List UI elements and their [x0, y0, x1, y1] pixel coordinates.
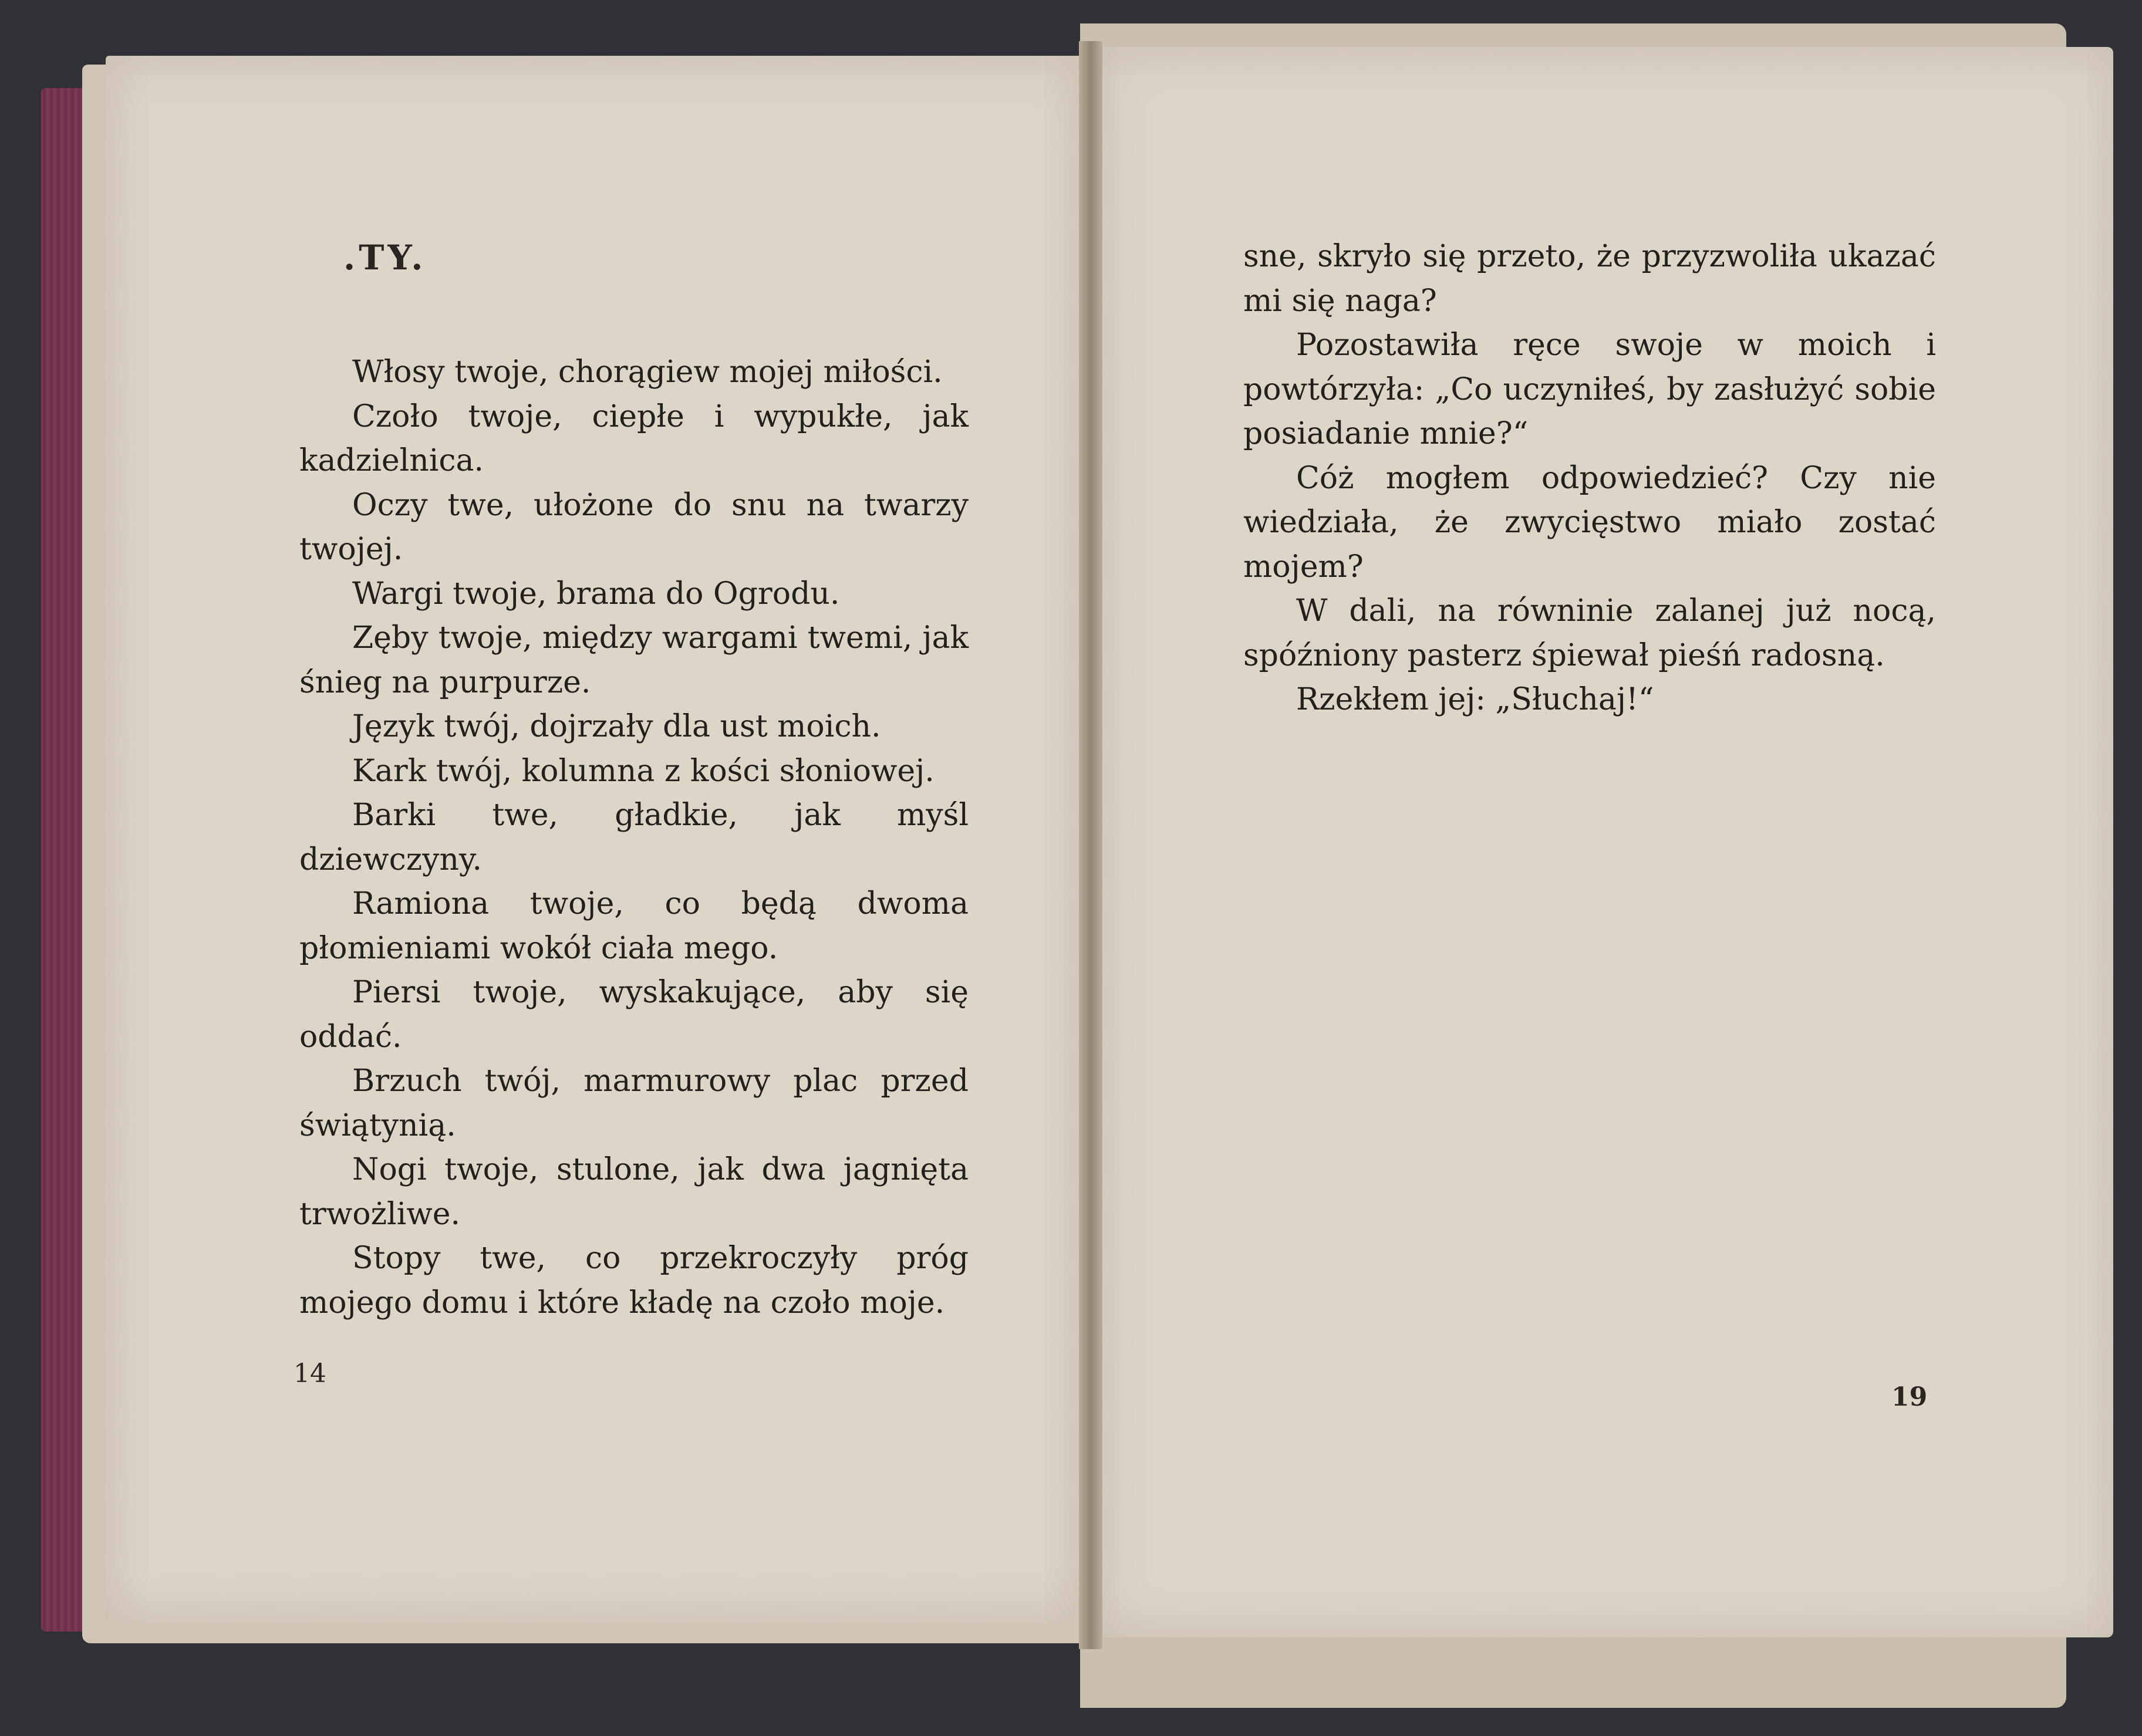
- right-paragraph: Pozostawiła ręce swoje w moich i powtórzyła: „Co uczyniłeś, by zasłużyć sobie posiadanie mnie?“: [1243, 327, 1936, 451]
- left-paragraph: Piersi twoje, wyskakujące, aby się oddać.: [299, 975, 969, 1055]
- right-paragraph: W dali, na równinie zalanej już nocą, spóźniony pasterz śpiewał pieśń radosną.: [1243, 593, 1936, 673]
- right-paragraph: sne, skryło się przeto, że przyzwoliła ukazać mi się naga?: [1243, 239, 1936, 319]
- right-paragraph: Cóż mogłem odpowiedzieć? Czy nie wiedziała, że zwycięstwo miało zostać mojem?: [1243, 460, 1936, 585]
- left-paragraph: Zęby twoje, między wargami twemi, jak śnieg na purpurze.: [299, 620, 969, 700]
- left-paragraph: Barki twe, gładkie, jak myśl dziewczyny.: [299, 798, 969, 877]
- chapter-title: .TY.: [343, 238, 427, 278]
- left-paragraph: Ramiona twoje, co będą dwoma płomieniami wokół ciała mego.: [299, 886, 969, 966]
- left-paragraph: Włosy twoje, chorągiew mojej miłości.: [352, 354, 943, 390]
- left-paragraph: Czoło twoje, ciepłe i wypukłe, jak kadzielnica.: [299, 398, 969, 478]
- left-page-number: 14: [294, 1359, 326, 1389]
- left-paragraph: Nogi twoje, stulone, jak dwa jagnięta trwożliwe.: [299, 1152, 969, 1232]
- left-page-text: [299, 350, 969, 1325]
- left-paragraph: Język twój, dojrzały dla ust moich.: [352, 709, 881, 744]
- left-paragraph: Kark twój, kolumna z kości słoniowej.: [352, 753, 935, 789]
- book-gutter: [1079, 41, 1102, 1649]
- right-paragraph: Rzekłem jej: „Słuchaj!“: [1296, 682, 1654, 717]
- right-page-number: 19: [1891, 1382, 1928, 1412]
- left-paragraph: Stopy twe, co przekroczyły próg mojego domu i które kładę na czoło moje.: [299, 1241, 969, 1320]
- right-page-text: [1243, 235, 1936, 722]
- left-paragraph: Oczy twe, ułożone do snu na twarzy twojej.: [299, 487, 969, 567]
- left-paragraph: Brzuch twój, marmurowy plac przed świątynią.: [299, 1063, 969, 1143]
- left-paragraph: Wargi twoje, brama do Ogrodu.: [352, 576, 840, 612]
